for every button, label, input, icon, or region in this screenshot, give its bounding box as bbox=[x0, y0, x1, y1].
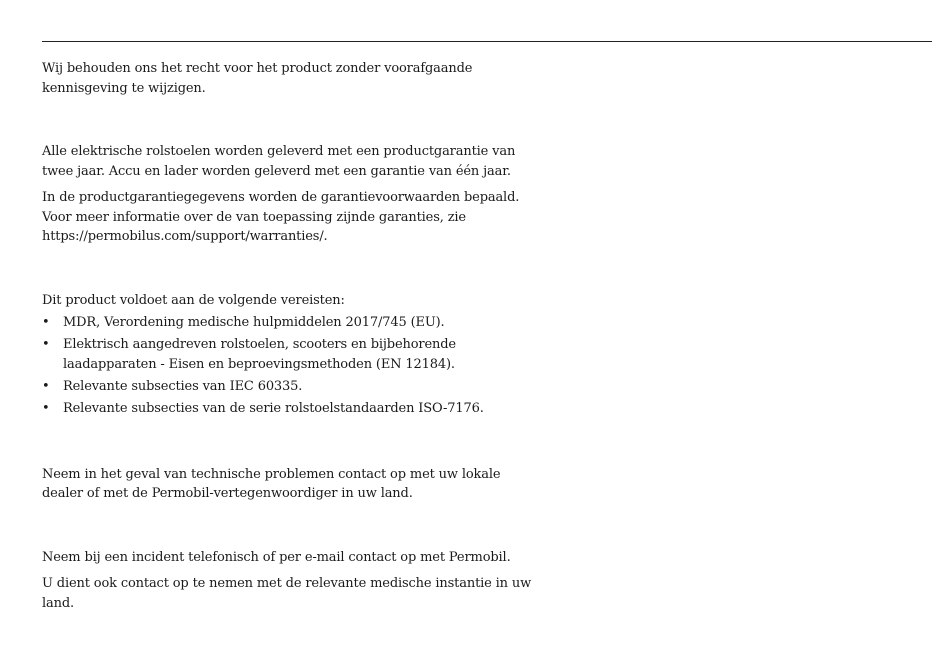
warranty-section bbox=[42, 142, 542, 247]
warranty-paragraph-2: In de productgarantiegegevens worden de garantievoorwaarden bepaald. Voor meer informatie over de van toepassing zijnde garanties, zie https://permobilus.com/support/warranties/. bbox=[42, 190, 520, 244]
incident-paragraph-1: Neem bij een incident telefonisch of per e-mail contact op met Permobil. bbox=[42, 549, 511, 565]
warranty-paragraph-1: Alle elektrische rolstoelen worden geleverd met een productgarantie van twee jaar. Accu en lader worden geleverd met een garantie van één jaar. bbox=[42, 144, 516, 179]
incident-paragraph-2: U dient ook contact op te nemen met de relevante medische instantie in uw land. bbox=[42, 576, 532, 611]
list-item bbox=[42, 313, 542, 333]
bullet-icon: • bbox=[42, 378, 50, 394]
compliance-list bbox=[42, 313, 542, 418]
incident-section bbox=[42, 548, 542, 614]
list-item-text: Relevante subsecties van de serie rolstoelstandaarden ISO-7176. bbox=[63, 400, 484, 416]
compliance-intro: Dit product voldoet aan de volgende vereisten: bbox=[42, 292, 345, 308]
list-item-text: MDR, Verordening medische hulpmiddelen 2017/745 (EU). bbox=[63, 315, 445, 330]
support-section bbox=[42, 465, 542, 504]
list-item bbox=[42, 399, 542, 419]
bullet-icon: • bbox=[42, 400, 50, 416]
list-item-text: Elektrisch aangedreven rolstoelen, scooters en bijbehorende laadapparaten - Eisen en beproevingsmethoden (EN 12184). bbox=[63, 337, 456, 372]
compliance-section bbox=[42, 291, 542, 419]
list-item bbox=[42, 377, 542, 397]
support-text: Neem in het geval van technische problemen contact op met uw lokale dealer of met de Permobil-vertegenwoordiger in uw land. bbox=[42, 466, 501, 501]
top-rule bbox=[42, 41, 932, 42]
change-notice-text: Wij behouden ons het recht voor het product zonder voorafgaande kennisgeving te wijzigen. bbox=[42, 61, 473, 96]
list-item-text: Relevante subsecties van IEC 60335. bbox=[63, 378, 303, 394]
bullet-icon: • bbox=[42, 315, 50, 330]
change-notice-section bbox=[42, 59, 542, 98]
bullet-icon: • bbox=[42, 337, 50, 352]
document-body bbox=[42, 59, 542, 613]
list-item bbox=[42, 335, 542, 374]
